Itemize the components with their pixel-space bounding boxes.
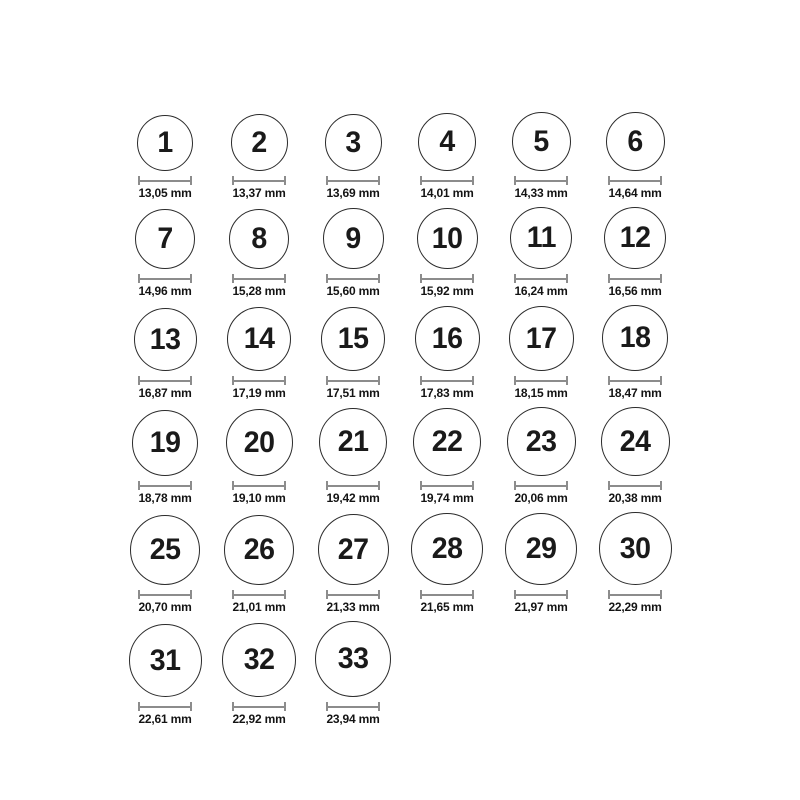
ring-size-number: 33	[337, 642, 369, 675]
ring-circle	[315, 621, 391, 697]
ring-size-cell	[306, 408, 400, 505]
diameter-measure-line	[138, 376, 192, 385]
ring-size-cell	[306, 621, 400, 726]
ring-size-row	[118, 621, 682, 726]
diameter-label: 19,10 mm	[232, 491, 286, 505]
ring-size-number: 15	[337, 322, 369, 355]
diameter-measure-line	[232, 590, 286, 599]
ring-circle	[229, 209, 289, 269]
diameter-label: 13,05 mm	[138, 186, 192, 200]
diameter-label: 15,60 mm	[326, 284, 380, 298]
diameter-measure-line	[608, 590, 662, 599]
ring-circle	[231, 114, 288, 171]
ring-circle	[602, 305, 668, 371]
diameter-measure-line	[232, 176, 286, 185]
ring-circle	[417, 208, 478, 269]
ring-size-grid	[118, 112, 682, 733]
diameter-label: 13,69 mm	[326, 186, 380, 200]
diameter-measure-line	[420, 590, 474, 599]
ring-circle	[137, 115, 193, 171]
diameter-label: 21,01 mm	[232, 600, 286, 614]
ring-size-number: 12	[619, 221, 651, 254]
ring-circle	[222, 623, 296, 697]
ring-circle	[226, 409, 293, 476]
diameter-label: 16,24 mm	[514, 284, 568, 298]
ring-size-number: 20	[243, 425, 275, 459]
ring-size-row	[118, 305, 682, 400]
diameter-label: 21,33 mm	[326, 600, 380, 614]
page	[0, 112, 800, 800]
diameter-measure-line	[420, 481, 474, 490]
diameter-measure-line	[232, 481, 286, 490]
ring-size-cell	[118, 308, 212, 400]
ring-circle	[321, 307, 385, 371]
ring-size-cell	[588, 207, 682, 298]
diameter-measure-line	[514, 590, 568, 599]
diameter-measure-line	[326, 274, 380, 283]
ring-size-number: 14	[243, 322, 275, 355]
ring-size-cell	[212, 307, 306, 400]
ring-circle	[132, 410, 198, 476]
ring-size-cell	[494, 513, 588, 614]
ring-size-cell	[588, 512, 682, 614]
ring-size-cell	[400, 513, 494, 614]
diameter-measure-line	[608, 176, 662, 185]
ring-circle	[601, 407, 670, 476]
ring-size-number: 30	[619, 531, 651, 565]
ring-size-cell	[118, 515, 212, 614]
diameter-label: 17,83 mm	[420, 386, 474, 400]
ring-size-number: 26	[243, 533, 275, 566]
ring-size-number: 5	[533, 124, 549, 158]
diameter-label: 20,38 mm	[608, 491, 662, 505]
ring-circle	[325, 114, 382, 171]
ring-circle	[505, 513, 577, 585]
ring-size-cell	[118, 624, 212, 726]
diameter-label: 14,01 mm	[420, 186, 474, 200]
diameter-measure-line	[138, 274, 192, 283]
ring-circle	[135, 209, 195, 269]
ring-size-number: 22	[431, 425, 463, 458]
ring-size-cell	[400, 208, 494, 298]
ring-size-cell	[118, 410, 212, 505]
diameter-label: 21,97 mm	[514, 600, 568, 614]
ring-size-cell	[306, 114, 400, 200]
diameter-label: 18,47 mm	[608, 386, 662, 400]
ring-size-number: 21	[337, 425, 369, 458]
ring-size-cell	[212, 114, 306, 200]
ring-circle	[129, 624, 202, 697]
ring-circle	[507, 407, 576, 476]
diameter-measure-line	[420, 274, 474, 283]
ring-size-number: 19	[149, 426, 181, 459]
diameter-measure-line	[608, 376, 662, 385]
ring-circle	[411, 513, 483, 585]
ring-circle	[323, 208, 384, 269]
ring-size-cell	[118, 209, 212, 298]
ring-size-cell	[588, 305, 682, 400]
diameter-measure-line	[232, 702, 286, 711]
ring-circle	[130, 515, 200, 585]
diameter-label: 19,74 mm	[420, 491, 474, 505]
diameter-label: 18,15 mm	[514, 386, 568, 400]
ring-size-cell	[588, 112, 682, 200]
ring-circle	[599, 512, 672, 585]
diameter-measure-line	[420, 176, 474, 185]
diameter-measure-line	[514, 176, 568, 185]
diameter-measure-line	[326, 702, 380, 711]
ring-size-number: 16	[431, 321, 463, 355]
diameter-label: 16,87 mm	[138, 386, 192, 400]
ring-circle	[227, 307, 291, 371]
ring-size-number: 25	[149, 533, 181, 566]
ring-circle	[413, 408, 481, 476]
diameter-label: 18,78 mm	[138, 491, 192, 505]
diameter-label: 16,56 mm	[608, 284, 662, 298]
ring-size-cell	[212, 623, 306, 726]
diameter-label: 22,61 mm	[138, 712, 192, 726]
ring-size-number: 31	[149, 643, 181, 677]
diameter-label: 14,96 mm	[138, 284, 192, 298]
ring-circle	[418, 113, 476, 171]
diameter-measure-line	[514, 376, 568, 385]
ring-size-row	[118, 512, 682, 614]
ring-size-cell	[494, 306, 588, 400]
ring-size-number: 6	[627, 124, 643, 158]
ring-size-cell	[400, 408, 494, 505]
diameter-measure-line	[232, 376, 286, 385]
ring-size-number: 24	[619, 424, 651, 458]
ring-size-cell	[212, 409, 306, 505]
ring-circle	[318, 514, 389, 585]
ring-size-cell	[494, 207, 588, 298]
diameter-label: 22,29 mm	[608, 600, 662, 614]
ring-size-cell	[400, 113, 494, 200]
diameter-measure-line	[514, 274, 568, 283]
diameter-measure-line	[608, 481, 662, 490]
ring-size-row	[118, 112, 682, 200]
diameter-label: 15,92 mm	[420, 284, 474, 298]
diameter-label: 21,65 mm	[420, 600, 474, 614]
diameter-label: 23,94 mm	[326, 712, 380, 726]
ring-size-cell	[400, 306, 494, 400]
ring-size-cell	[118, 115, 212, 200]
diameter-measure-line	[326, 376, 380, 385]
diameter-measure-line	[138, 481, 192, 490]
diameter-label: 17,19 mm	[232, 386, 286, 400]
diameter-label: 20,70 mm	[138, 600, 192, 614]
ring-size-number: 9	[345, 221, 361, 255]
diameter-measure-line	[232, 274, 286, 283]
ring-size-row	[118, 407, 682, 505]
diameter-label: 22,92 mm	[232, 712, 286, 726]
ring-size-cell	[306, 208, 400, 298]
diameter-measure-line	[514, 481, 568, 490]
diameter-measure-line	[138, 176, 192, 185]
ring-size-number: 13	[149, 322, 181, 356]
ring-size-cell	[588, 407, 682, 505]
ring-size-row	[118, 207, 682, 298]
ring-size-number: 3	[345, 125, 361, 159]
ring-size-number: 8	[251, 222, 267, 255]
diameter-label: 13,37 mm	[232, 186, 286, 200]
ring-circle	[606, 112, 665, 171]
diameter-label: 20,06 mm	[514, 491, 568, 505]
ring-size-number: 18	[619, 321, 651, 354]
ring-size-number: 27	[337, 532, 369, 566]
ring-size-cell	[494, 112, 588, 200]
ring-size-cell	[212, 515, 306, 614]
ring-size-number: 28	[431, 532, 463, 565]
ring-size-number: 32	[243, 643, 275, 676]
ring-circle	[604, 207, 666, 269]
diameter-measure-line	[326, 481, 380, 490]
ring-size-number: 10	[431, 221, 463, 255]
ring-size-cell	[494, 407, 588, 505]
ring-circle	[224, 515, 294, 585]
ring-circle	[134, 308, 197, 371]
ring-size-number: 11	[526, 221, 556, 254]
diameter-measure-line	[326, 176, 380, 185]
ring-size-number: 4	[439, 125, 455, 158]
diameter-measure-line	[608, 274, 662, 283]
diameter-measure-line	[326, 590, 380, 599]
ring-circle	[509, 306, 574, 371]
ring-size-cell	[306, 307, 400, 400]
ring-size-number: 1	[157, 126, 173, 159]
ring-size-number: 23	[525, 424, 557, 458]
ring-size-number: 17	[525, 321, 557, 355]
ring-circle	[415, 306, 480, 371]
diameter-label: 15,28 mm	[232, 284, 286, 298]
diameter-measure-line	[138, 702, 192, 711]
diameter-label: 14,33 mm	[514, 186, 568, 200]
ring-size-cell	[306, 514, 400, 614]
ring-size-number: 7	[157, 222, 173, 255]
ring-size-number: 29	[525, 532, 557, 565]
ring-circle	[319, 408, 387, 476]
diameter-measure-line	[420, 376, 474, 385]
ring-size-number: 2	[251, 125, 267, 159]
ring-circle	[512, 112, 571, 171]
diameter-label: 17,51 mm	[326, 386, 380, 400]
ring-size-cell	[212, 209, 306, 298]
ring-circle	[510, 207, 572, 269]
diameter-label: 14,64 mm	[608, 186, 662, 200]
diameter-measure-line	[138, 590, 192, 599]
diameter-label: 19,42 mm	[326, 491, 380, 505]
